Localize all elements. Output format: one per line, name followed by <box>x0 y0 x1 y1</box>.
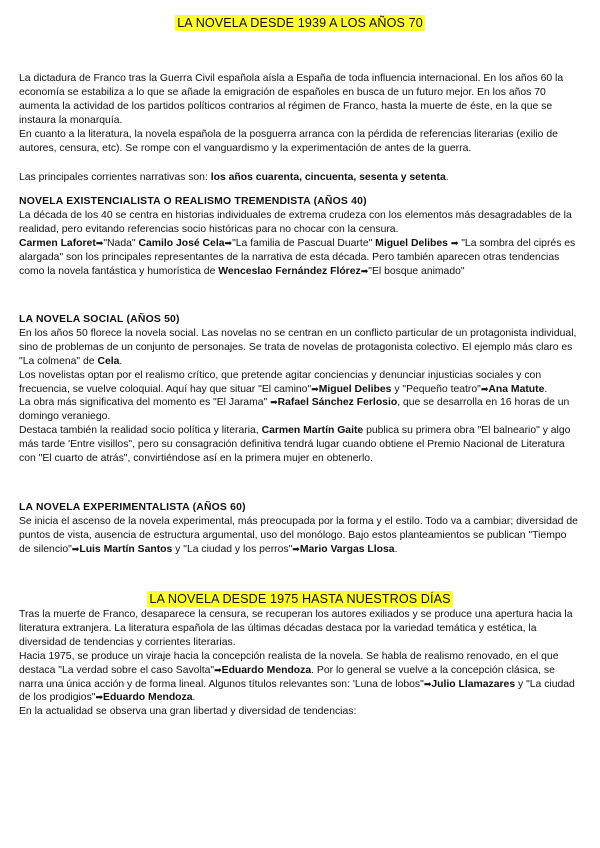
text: y "La ciudad y los perros" <box>172 543 293 555</box>
section-title-1939-70 <box>0 14 600 32</box>
text: Hacia 1975, se produce un viraje hacia la concepción realista de la novela. Se habla de realismo renovado, en el que destaca "La verdad sobre el caso Savolta" <box>19 650 559 676</box>
work-title: "Nada" <box>103 237 139 249</box>
paragraph-social-4 <box>19 424 579 466</box>
heading-experimentalista: LA NOVELA EXPERIMENTALISTA (AÑOS 60) <box>19 502 246 513</box>
work-title: "La sombra del ciprés es alargada" son los principales representantes de la narrativa de esta década. Pero también aparecen otras tendencias como la novela fantástica y humorística de <box>19 237 576 277</box>
text: En los años 50 florece la novela social. Las novelas no se centran en un conflicto particular de un protagonista individual, sino de problemas de un conjunto de personajes. Se trata de novelas de protagonista colectivo. El ejemplo más claro es "La colmena" de <box>19 327 577 367</box>
highlighted-title: LA NOVELA DESDE 1939 A LOS AÑOS 70 <box>177 16 423 30</box>
text: Destaca también la realidad socio política y literaria, <box>19 425 262 437</box>
author-name: Carmen Laforet <box>19 237 96 249</box>
author-name: Ana Matute <box>488 383 545 395</box>
arrow-icon: ➡ <box>214 664 222 675</box>
text: . <box>544 383 548 395</box>
author-name: Mario Vargas Llosa <box>299 543 395 555</box>
section-title-1975 <box>0 590 600 608</box>
corrientes-line <box>19 171 579 185</box>
author-name: Miguel Delibes <box>318 383 392 395</box>
author-name: Camilo José Cela <box>138 237 225 249</box>
text: Se inicia el ascenso de la novela experimental, más preocupada por la forma y el estilo. Todo va a cambiar; diversidad de puntos de vista, ausencia de estructura argumental, uso del monólogo. Bajo estos planteamientos se publican "Tiempo de silencio" <box>19 515 578 555</box>
intro-block <box>19 72 579 155</box>
text: . <box>192 692 196 704</box>
arrow-icon: ➡ <box>71 543 80 554</box>
section-existencialista <box>19 195 579 278</box>
text: y "Pequeño teatro" <box>391 383 481 395</box>
arrow-icon: ➡ <box>224 237 233 248</box>
heading-social: LA NOVELA SOCIAL (AÑOS 50) <box>19 314 180 325</box>
paragraph-1975-1: Tras la muerte de Franco, desaparece la censura, se recuperan los autores exiliados y se produce una apertura hacia la literatura extranjera. La literatura española de las últimas décadas destaca por la variedad temática y estética, la diversidad de tendencias y corrientes literarias. <box>19 609 573 648</box>
paragraph-social-2 <box>19 369 579 397</box>
author-name: Miguel Delibes <box>375 237 448 249</box>
author-name: Eduardo Mendoza <box>103 692 193 704</box>
corrientes-text: Las principales corrientes narrativas son: <box>19 172 211 183</box>
text: publica su primera obra "El balneario" y algo más tarde 'Entre visillos", pero su consagración definitiva tendrá lugar cuando obtiene el Premio Nacional de Literatura con "El cuarto de atrás", convirtiéndose así en la primera mujer en obtenerlo. <box>19 425 571 465</box>
section-experimentalista <box>19 501 579 557</box>
text: y "La ciudad de los prodigios" <box>19 678 575 704</box>
author-name: Cela <box>97 355 120 367</box>
author-name: Julio Llamazares <box>431 678 516 690</box>
text: Los novelistas optan por el realismo crítico, que pretende agitar conciencias y denunciar injusticias sociales y con frecuencia, se vuelve coloquial. Aquí hay que situar "El camino" <box>19 369 542 395</box>
corrientes-paragraph <box>19 171 579 185</box>
arrow-icon: ➡ <box>480 383 489 394</box>
author-name: Rafael Sánchez Ferlosio <box>277 397 398 409</box>
author-name: Wenceslao Fernández Flórez <box>218 265 361 277</box>
section-social <box>19 313 579 466</box>
arrow-icon: ➡ <box>450 237 459 248</box>
author-name: Eduardo Mendoza <box>221 664 312 676</box>
paragraph-1975-3: En la actualidad se observa una gran libertad y diversidad de tendencias: <box>19 706 357 718</box>
paragraph-social-1 <box>19 327 579 369</box>
work-title: "El bosque animado" <box>368 265 465 277</box>
work-title: "La familia de Pascual Duarte" <box>232 237 376 249</box>
author-name: Luis Martín Santos <box>79 543 173 555</box>
heading-existencialista: NOVELA EXISTENCIALISTA O REALISMO TREMENDISTA (AÑOS 40) <box>19 196 367 207</box>
section-1975 <box>19 608 579 719</box>
intro-paragraph-2: En cuanto a la literatura, la novela española de la posguerra arranca con la pérdida de referencias literarias (exilio de autores, censura, etc). Se rompe con el vanguardismo y la experimentación de antes de la guerra. <box>19 128 558 154</box>
intro-paragraph-1: La dictadura de Franco tras la Guerra Civil española aísla a España de toda influencia internacional. En los años 60 la economía se estabiliza a lo que se añade la emigración de españoles en busca de un futuro mejor. En los años 70 aumenta la actividad de los partidos políticos contrarios al régimen de Franco, hasta la muerte de éste, en la que se instaura la monarquía. <box>19 73 564 126</box>
arrow-icon: ➡ <box>95 237 104 248</box>
paragraph-existencialista-2 <box>19 237 579 279</box>
paragraph-1975-2 <box>19 650 579 706</box>
arrow-icon: ➡ <box>270 397 278 408</box>
text: . <box>119 355 123 367</box>
arrow-icon: ➡ <box>311 383 319 394</box>
text: , que se desarrolla en 16 horas de un domingo veraniego. <box>19 397 570 423</box>
arrow-icon: ➡ <box>423 678 432 689</box>
corrientes-bold: los años cuarenta, cincuenta, sesenta y setenta <box>210 172 446 183</box>
paragraph-social-3 <box>19 396 579 424</box>
text: La obra más significativa del momento es "El Jarama" <box>19 397 271 409</box>
paragraph-existencialista-1: La década de los 40 se centra en historias individuales de extrema crudeza con los elementos más desagradables de la realidad, pero evitando referencias socio históricas para no chocar con la censura. <box>19 209 572 235</box>
arrow-icon: ➡ <box>360 265 369 276</box>
highlighted-title: LA NOVELA DESDE 1975 HASTA NUESTROS DÍAS <box>149 592 451 606</box>
text: . Por lo general se vuelve a la concepción clásica, se narra una única acción y de forma lineal. Algunos títulos relevantes son: 'Luna de lobos" <box>19 664 555 690</box>
arrow-icon: ➡ <box>292 543 300 554</box>
author-name: Carmen Martín Gaite <box>261 425 364 437</box>
text: . <box>394 543 398 555</box>
paragraph-experimentalista-1 <box>19 515 579 557</box>
arrow-icon: ➡ <box>95 692 104 703</box>
corrientes-end: . <box>445 172 449 183</box>
